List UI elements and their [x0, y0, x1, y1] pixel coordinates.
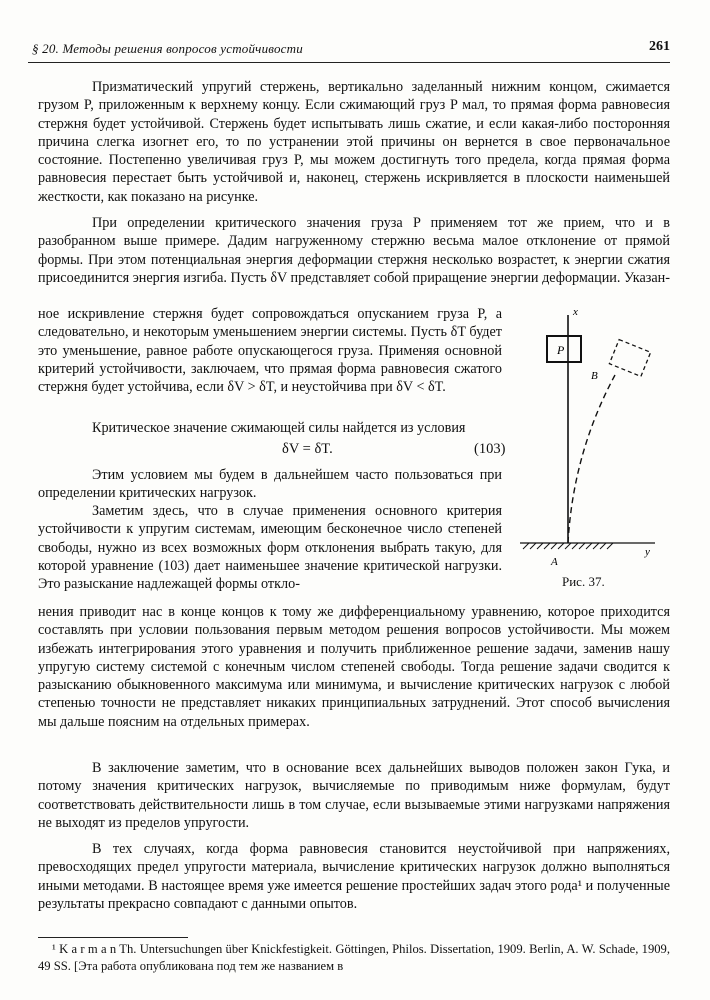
paragraph-5-beside-figure: Заметим здесь, что в случае применения основного критерия устойчивости к упругим системам, имеющим бесконечное число степеней свободы, нужно из всех возможных форм отклонения выбрать такую, для которой уравнение (103) дает наименьшее значение критической нагрузки. Это разыскание надлежащей формы откло- [38, 503, 502, 593]
paragraph-5-full-width: нения приводит нас в конце концов к тому же дифференциальному уравнению, которое приходится составлять при условии пользования первым методом решения вопросов устойчивости. Мы можем избежать интегрирования этого уравнения и получить приближенное решение задачи, заменив нашу упругую систему системой с конечным числом степеней свободы. Тогда решение задачи сводится к разысканию обыкновенного максимума или минимума, и вычисление критических нагрузок с любой степенью точности не представляет никаких принципиальных затруднений. Этот способ вычисления мы дальше поясним на отдельных примерах. [38, 604, 670, 730]
column-buckled-dashed [568, 375, 615, 543]
footnote-rule [38, 937, 188, 938]
header-rule [28, 62, 670, 63]
paragraph-6: В заключение заметим, что в основание всех дальнейших выводов положен закон Гука, и потому значения критических нагрузок, вычисляемые по приводимым ниже формулам, будут соответствовать действительности лишь в том случае, если вызываемые этими нагрузками напряжения не выходят из пределов упругости. [38, 760, 670, 831]
axis-y-label: y [645, 546, 650, 558]
load-p-displaced [609, 340, 650, 377]
running-header [28, 38, 670, 58]
paragraph-2-full-width: При определении критического значения груза P применяем тот же прием, что и в разобранном выше примере. Дадим нагруженному стержню весьма малое отклонение от прямой формы. При этом потенциальная энергия деформации стержня несколько возрастет, к энергии сжатия присоединится энергия изгиба. Пусть δV представляет собой приращение энергии деформации. Указан- [38, 215, 670, 286]
equation-number: (103) [474, 441, 506, 457]
running-header-title: § 20. Методы решения вопросов устойчивости [32, 41, 303, 56]
paragraph-1: Призматический упругий стержень, вертикально заделанный нижним концом, сжимается грузом P, приложенным к верхнему концу. Если сжимающий груз P мал, то прямая форма равновесия стержня будет устойчивой. Стержень будет испытывать лишь сжатие, и если какая-либо посторонняя причина слегка изогнет его, то по устранении этой причины он вернется в свое первоначальное состояние. Постепенно увеличивая груз P, мы можем достигнуть того предела, когда прямая форма равновесия перестает быть устойчивой и, наконец, стержень искривляется в плоскости наименьшей жесткости, как показано на рисунке. [38, 79, 670, 205]
axis-x-label: x [573, 306, 578, 318]
paragraph-4: Этим условием мы будем в дальнейшем часто пользоваться при определении критических нагрузок. [38, 467, 502, 502]
figure-37-column-diagram [515, 303, 675, 603]
footnote: ¹ K a r m a n Th. Untersuchungen über Knickfestigkeit. Göttingen, Philos. Dissertation, 1909. Berlin, A. W. Schade, 1909, 49 SS. [Эта работа опубликована под тем же названием в [38, 942, 670, 973]
page-number: 261 [649, 39, 670, 54]
load-p-label: P [557, 343, 565, 357]
paragraph-3: Критическое значение сжимающей силы найдется из условия [92, 420, 466, 436]
equation-formula: δV = δT. [282, 441, 333, 457]
point-a-label: A [551, 556, 558, 568]
figure-caption: Рис. 37. [562, 574, 605, 589]
paragraph-2-beside-figure: ное искривление стержня будет сопровождаться опусканием груза P, а следовательно, и некоторым уменьшением энергии системы. Пусть δT будет это уменьшение, равное работе опускающегося груза. Применяя основной критерий устойчивости, заключаем, что прямая форма равновесия сжатого стержня будет устойчива, если δV > δT, и неустойчива при δV < δT. [38, 306, 502, 396]
paragraph-7: В тех случаях, когда форма равновесия становится неустойчивой при напряжениях, превосходящих предел упругости материала, вычисление критических нагрузок должно выполняться иными методами. В настоящее время уже имеется решение простейших задач этого рода¹ и полученные результаты прекрасно совпадают с данными опытов. [38, 841, 670, 912]
point-b-label: B [591, 370, 598, 382]
ground-hatching [523, 543, 613, 549]
